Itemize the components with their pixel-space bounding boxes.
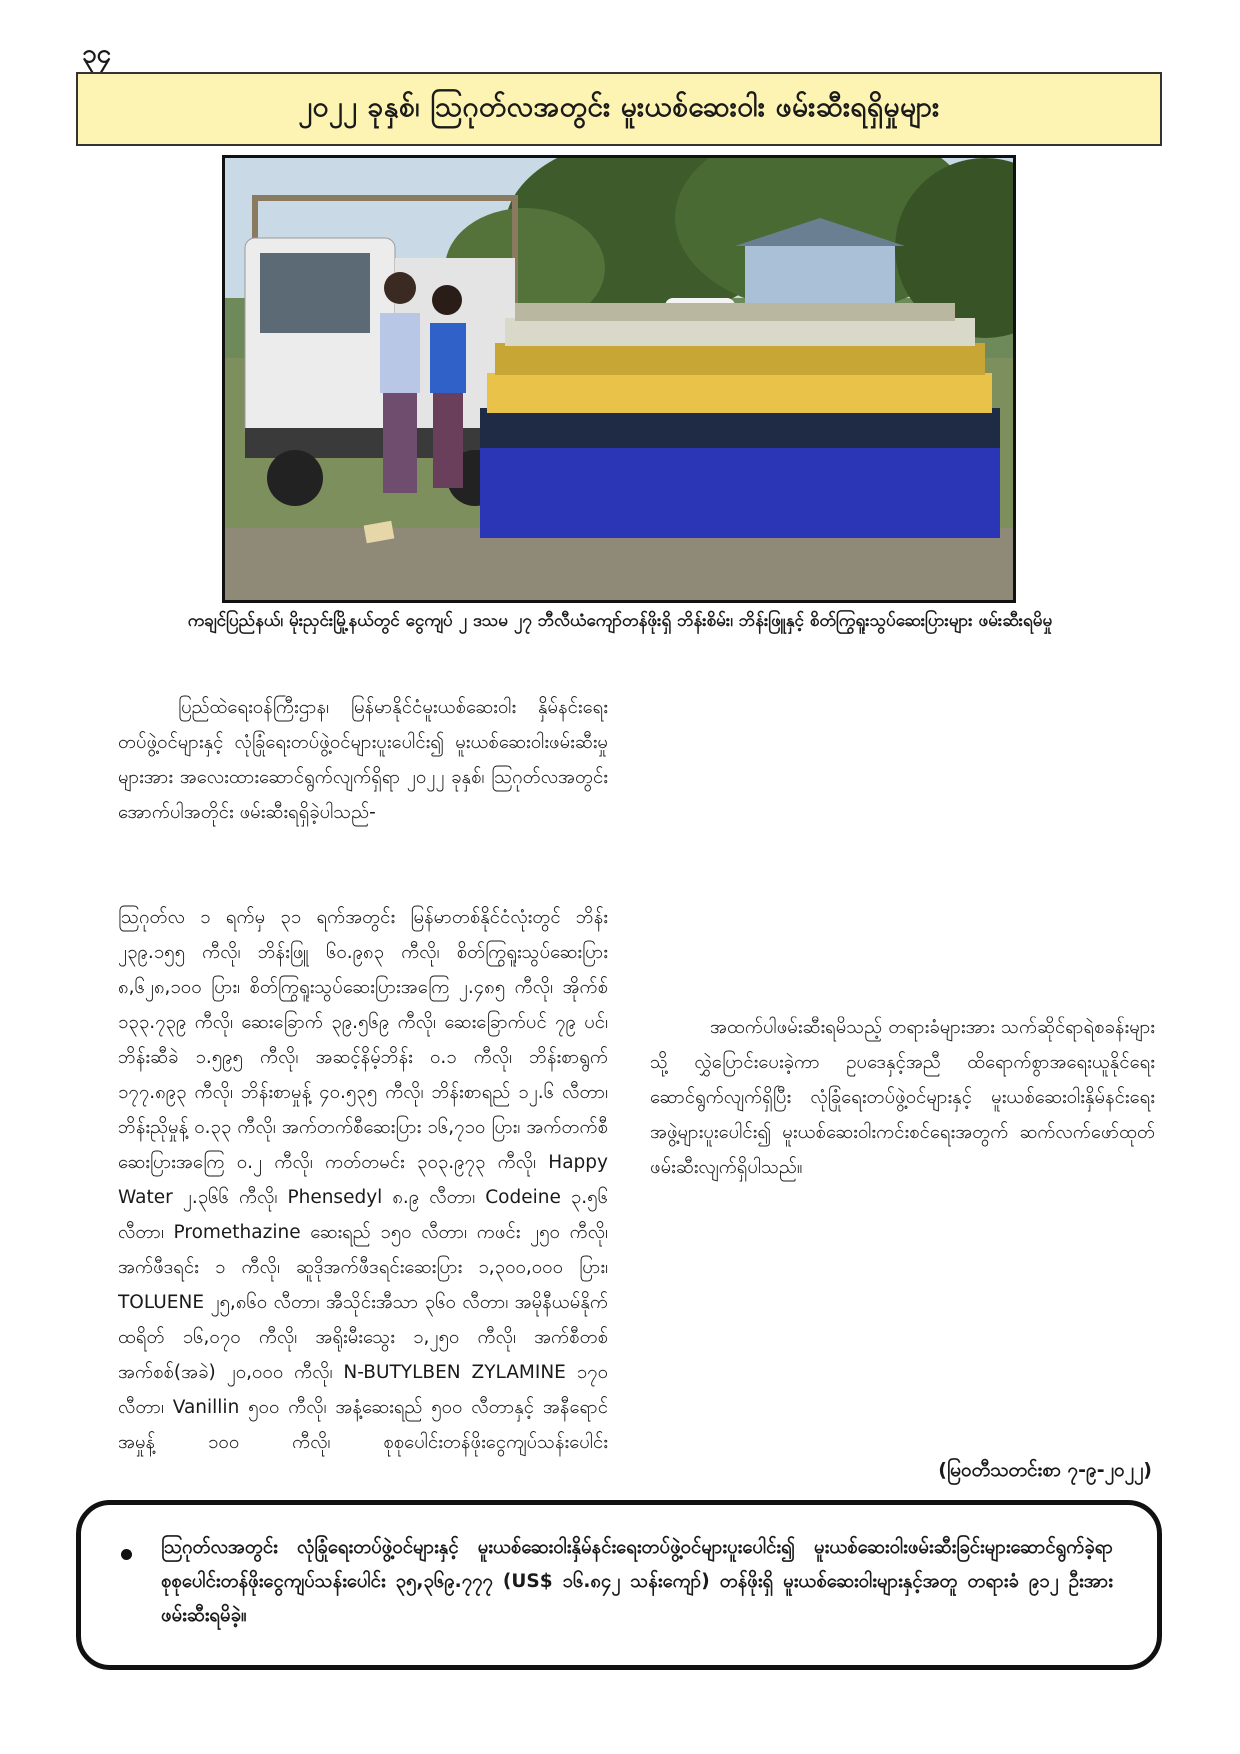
seizure-photo xyxy=(222,155,1016,603)
source-citation: (မြဝတီသတင်းစာ ၇-၉-၂၀၂၂) xyxy=(938,1459,1152,1481)
photo-caption: ကချင်ပြည်နယ်၊ မိုးညှင်းမြို့နယ်တွင် ငွေကျပ် ၂ ဒသမ ၂၇ ဘီလီယံကျော်တန်ဖိုးရှိ ဘိန်းစိမ်း၊ ဘိန်းဖြူနှင့် စိတ်ကြွရူးသွပ်ဆေးပြားများ ဖမ်းဆီးရမိမှု xyxy=(187,611,1053,631)
summary-text: ဩဂုတ်လအတွင်း လုံခြုံရေးတပ်ဖွဲ့ဝင်များနှင့် မူးယစ်ဆေးဝါးနှိမ်နင်းရေးတပ်ဖွဲ့ဝင်များပူးပေါင်း၍ မူးယစ်ဆေးဝါးဖမ်းဆီးခြင်းများဆောင်ရွက်ခဲ့ရာ စုစုပေါင်းတန်ဖိုးငွေကျပ်သန်းပေါင်း ၃၅,၃၆၉.၇၇၇ (US$ ၁၆.၈၄၂ သန်းကျော်) တန်ဖိုးရှိ မူးယစ်ဆေးဝါးများနှင့်အတူ တရားခံ ၉၁၂ ဦးအား ဖမ်းဆီးရမိခဲ့။ xyxy=(161,1537,1113,1626)
bullet-left xyxy=(118,900,608,1465)
left-column xyxy=(118,690,608,830)
closing-paragraph: အထက်ပါဖမ်းဆီးရမိသည့် တရားခံများအား သက်ဆိုင်ရာရဲစခန်းများသို့ လွှဲပြောင်းပေးခဲ့ကာ ဥပဒေနှင့်အညီ ထိရောက်စွာအရေးယူနိုင်ရေး ဆောင်ရွက်လျက်ရှိပြီး လုံခြုံရေးတပ်ဖွဲ့ဝင်များနှင့် မူးယစ်ဆေးဝါးနှိမ်နင်းရေးအဖွဲ့များပူးပေါင်း၍ မူးယစ်ဆေးဝါးကင်းစင်ရေးအတွက် ဆက်လက်ဖော်ထုတ်ဖမ်းဆီးလျက်ရှိပါသည်။ xyxy=(650,1017,1155,1178)
seizure-photo-icon xyxy=(225,158,1013,600)
intro-paragraph: ပြည်ထဲရေးဝန်ကြီးဌာန၊ မြန်မာနိုင်ငံမူးယစ်ဆေးဝါး နှိမ်နင်းရေးတပ်ဖွဲ့ဝင်များနှင့် လုံခြုံရေးတပ်ဖွဲ့ဝင်များပူးပေါင်း၍ မူးယစ်ဆေးဝါးဖမ်းဆီးမှုများအား အလေးထားဆောင်ရွက်လျက်ရှိရာ ၂၀၂၂ ခုနှစ်၊ ဩဂုတ်လအတွင်း အောက်ပါအတိုင်း ဖမ်းဆီးရရှိခဲ့ပါသည်- xyxy=(118,697,608,823)
page-number: ၃၄ xyxy=(82,39,112,69)
page-title: ၂၀၂၂ ခုနှစ်၊ ဩဂုတ်လအတွင်း မူးယစ်ဆေးဝါး ဖမ်းဆီးရရှိမှုများ xyxy=(76,72,1162,146)
right-column xyxy=(650,1010,1155,1185)
bullet-text: ဩဂုတ်လ ၁ ရက်မှ ၃၁ ရက်အတွင်း မြန်မာတစ်နိုင်ငံလုံးတွင် ဘိန်း ၂၃၉.၁၅၅ ကီလို၊ ဘိန်းဖြူ ၆၀.၉၈၃ ကီလို၊ စိတ်ကြွရူးသွပ်ဆေးပြား ၈,၆၂၈,၁၀၀ ပြား၊ စိတ်ကြွရူးသွပ်ဆေးပြားအကြေ ၂.၄၈၅ ကီလို၊ အိုက်စ် ၁၃၃.၇၃၉ ကီလို၊ ဆေးခြောက် ၃၉.၅၆၉ ကီလို၊ ဆေးခြောက်ပင် ၇၉ ပင်၊ ဘိန်းဆီခဲ ၁.၅၉၅ ကီလို၊ အဆင့်နိမ့်ဘိန်း ၀.၁ ကီလို၊ ဘိန်းစာရွက် ၁၇၇.၈၉၃ ကီလို၊ ဘိန်းစာမှုန့် ၄၀.၅၃၅ ကီလို၊ ဘိန်းစာရည် ၁၂.၆ လီတာ၊ ဘိန်းညိုမှုန့် ၀.၃၃ ကီလို၊ အက်တက်စီဆေးပြား ၁၆,၇၁၀ ပြား၊ အက်တက်စီဆေးပြားအကြေ ၀.၂ ကီလို၊ ကတ်တမင်း ၃၀၃.၉၇၃ ကီလို၊ Happy Water ၂.၃၆၆ ကီလို၊ Phensedyl ၈.၉ လီတာ၊ Codeine ၃.၅၆ လီတာ၊ Promethazine ဆေးရည် ၁၅၀ လီတာ၊ ကဖင်း ၂၅၀ ကီလို၊ အက်ဖီဒရင်း ၁ ကီလို၊ ဆူဒိုအက်ဖီဒရင်းဆေးပြား ၁,၃၀၀,၀၀၀ ပြား၊ TOLUENE ၂၅,၈၆၀ လီတာ၊ အီသိုင်းအီသာ ၃၆၀ လီတာ၊ အမိုနီယမ်နိုက်ထရိတ် ၁၆,၀၇၀ ကီလို၊ အရိုးမီးသွေး ၁,၂၅၀ ကီလို၊ အက်စီတစ်အက်စစ်(အခဲ) ၂၀,၀၀၀ ကီလို၊ N-BUTYLBEN ZYLAMINE ၁၇၀ လီတာ၊ Vanillin ၅၀၀ ကီလို၊ အနံ့ဆေးရည် ၅၀၀ လီတာနှင့် အနီရောင်အမှုန့် ၁၀၀ ကီလို၊ စုစုပေါင်းတန်ဖိုးငွေကျပ်သန်းပေါင်း xyxy=(118,907,608,1453)
summary-box xyxy=(76,1500,1162,1670)
summary-bullet-icon xyxy=(121,1549,132,1560)
